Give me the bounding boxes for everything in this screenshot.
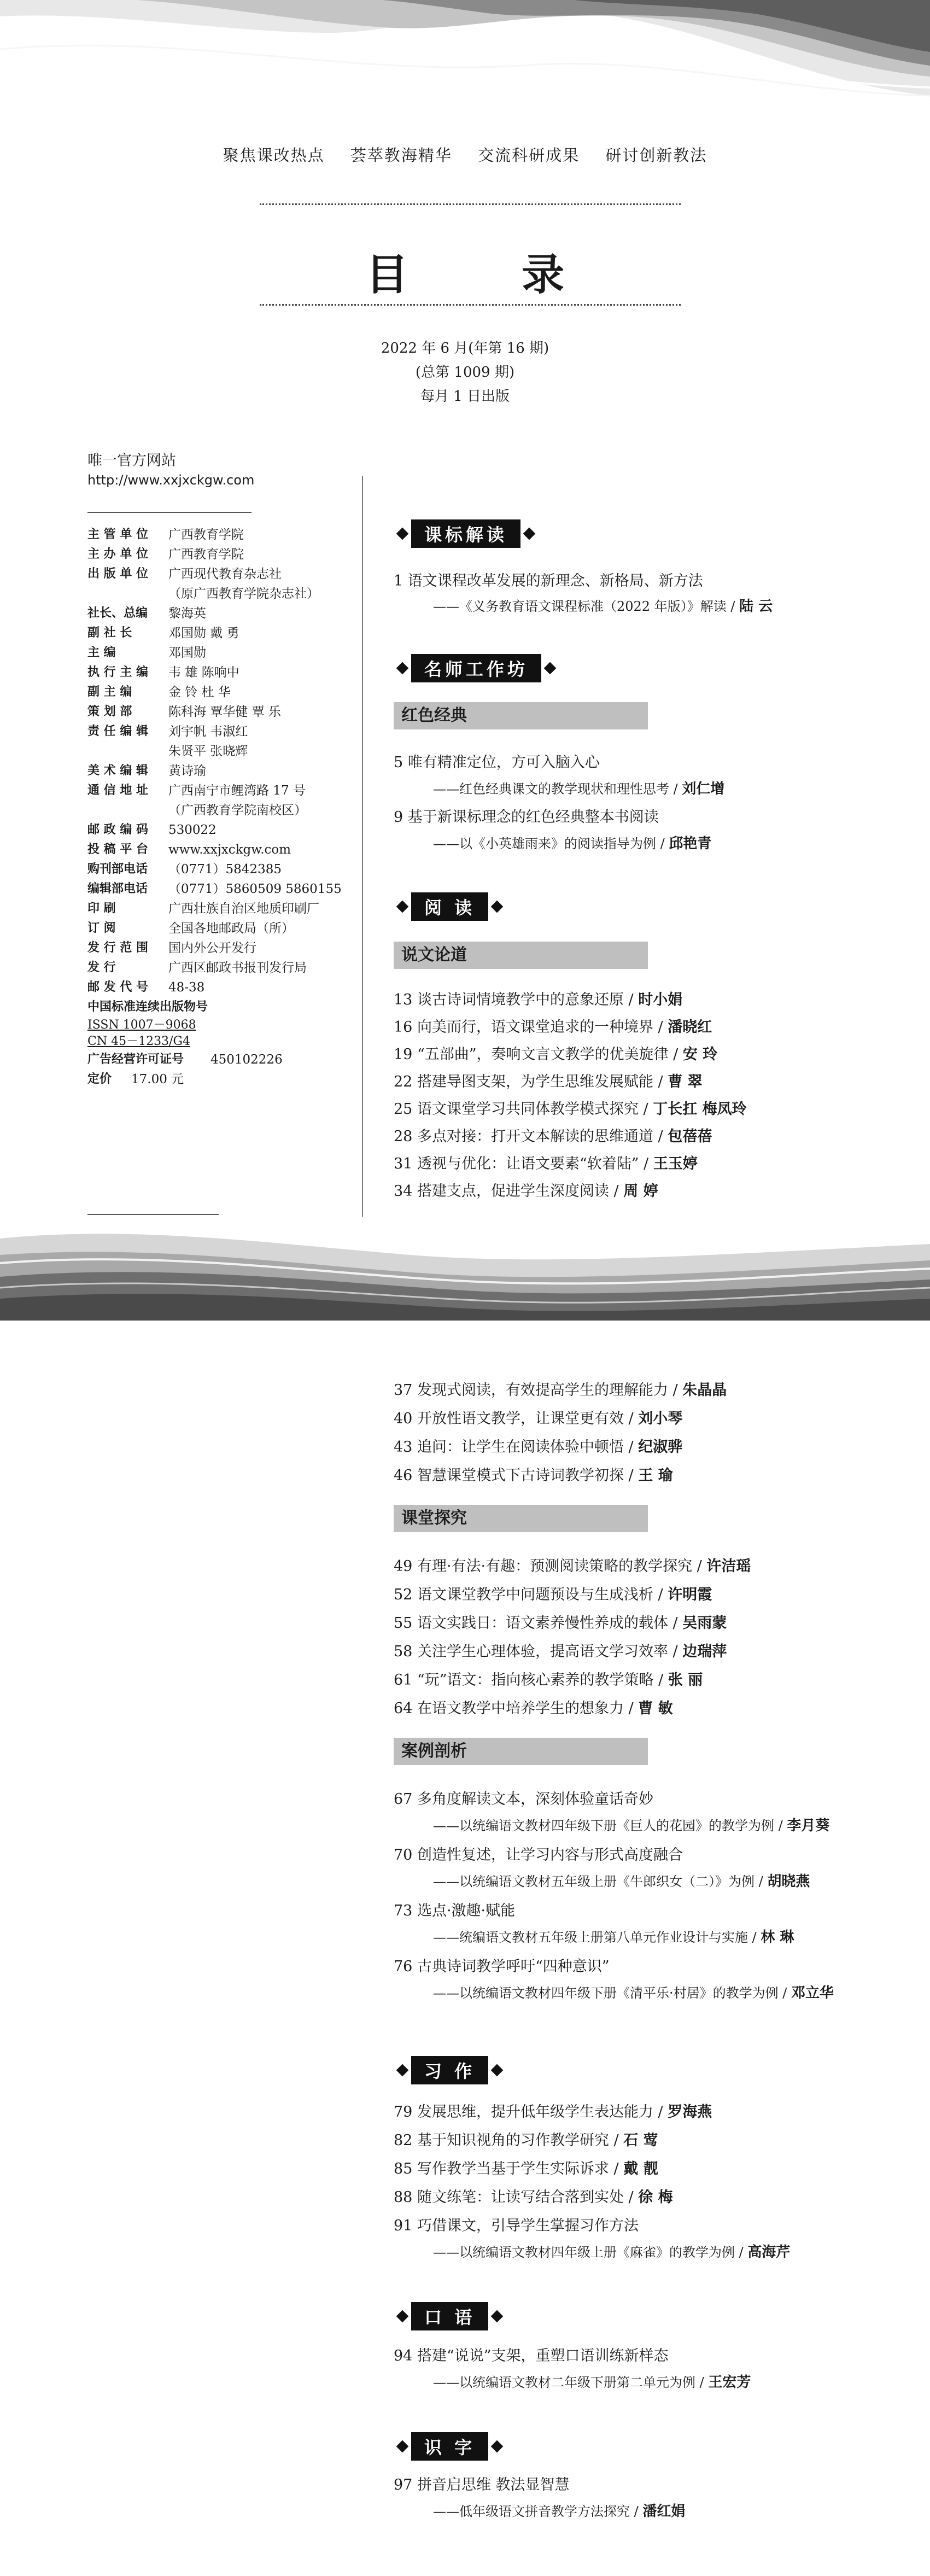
article-5[interactable]: 5 唯有精准定位，方可入脑入心 [394, 754, 600, 771]
price-label: 定价 [87, 1072, 112, 1086]
article-82[interactable]: 82 基于知识视角的习作教学研究 / 石 莺 [394, 2132, 658, 2149]
article-67-sub: ——以统编语文教材四年级下册《巨人的花园》的教学为例 / 李月葵 [433, 1818, 830, 1834]
info-value: www.xxjxckgw.com [168, 843, 291, 857]
info-value: 刘宇帆 韦淑红 [168, 725, 248, 739]
article-97[interactable]: 97 拼音启思维 教法显智慧 [394, 2476, 570, 2493]
slogan-row [0, 143, 930, 166]
info-label: 主 办 单 位 [87, 547, 148, 561]
info-row [87, 525, 361, 545]
diamond-icon [396, 901, 409, 913]
article-70-sub: ——以统编语文教材五年级上册《牛郎织女（二）》为例 / 胡晓燕 [433, 1873, 810, 1890]
article-73-sub: ——统编语文教材五年级上册第八单元作业设计与实施 / 林 琳 [433, 1929, 794, 1946]
info-value: 邓国勋 [168, 646, 206, 660]
info-row [87, 545, 361, 564]
site-url[interactable]: http://www.xxjxckgw.com [87, 472, 255, 488]
article-22[interactable]: 22 搭建导图支架，为学生思维发展赋能 / 曹 翠 [394, 1073, 703, 1090]
info-row [87, 682, 361, 702]
page-title: 目 录 [365, 250, 614, 300]
subsection-anli: 案例剖析 [394, 1738, 648, 1765]
dotted-divider-top [260, 203, 681, 205]
article-76[interactable]: 76 古典诗词教学呼吁“四种意识” [394, 1958, 610, 1975]
info-value: 广西南宁市鲤湾路 17 号 [168, 784, 306, 798]
info-value: 韦 雄 陈响中 [168, 665, 239, 680]
issue-date: 2022 年 6 月(年第 16 期) [381, 340, 549, 357]
dotted-divider-bottom [260, 304, 681, 306]
article-43[interactable]: 43 追问：让学生在阅读体验中顿悟 / 纪淑骅 [394, 1439, 683, 1456]
slogan-4: 研讨创新教法 [605, 146, 707, 165]
info-value: 广西区邮政书报刊发行局 [168, 961, 307, 975]
info-label: 订 阅 [87, 921, 116, 935]
article-31[interactable]: 31 透视与优化：让语文要素“软着陆” / 王玉婷 [394, 1155, 698, 1172]
section-kebiao [394, 519, 538, 548]
diamond-icon [491, 901, 504, 913]
info-row [87, 919, 361, 938]
info-label: 主 管 单 位 [87, 528, 148, 541]
info-value: （广西教育学院南校区） [168, 803, 307, 817]
info-value: 陈科海 覃华健 覃 乐 [168, 705, 281, 719]
section-shizi [394, 2432, 506, 2461]
info-value: 48-38 [168, 980, 205, 995]
info-label: 出 版 单 位 [87, 567, 148, 581]
info-value: （原广西教育学院杂志社） [168, 587, 319, 601]
info-value: 广西教育学院 [168, 528, 244, 542]
section-label: 识 字 [411, 2432, 488, 2461]
article-25[interactable]: 25 语文课堂学习共同体教学模式探究 / 丁长扛 梅凤玲 [394, 1101, 747, 1118]
column-divider [362, 476, 363, 1217]
info-label: 编辑部电话 [87, 882, 148, 896]
info-label [87, 584, 168, 604]
section-label: 课标解读 [411, 519, 520, 548]
article-1-sub: ——《义务教育语文课程标准（2022 年版）》解读 / 陆 云 [433, 598, 773, 615]
info-row [87, 761, 361, 781]
publication-info [87, 525, 361, 1089]
info-row [87, 860, 361, 879]
article-94[interactable]: 94 搭建“说说”支架，重塑口语训练新样态 [394, 2347, 669, 2364]
info-row [87, 938, 361, 958]
article-67[interactable]: 67 多角度解读文本，深刻体验童话奇妙 [394, 1791, 653, 1808]
info-value: 金 铃 杜 华 [168, 685, 231, 699]
issue-total: (总第 1009 期) [416, 364, 514, 381]
info-row [87, 820, 361, 840]
info-row [87, 702, 361, 722]
article-9-sub: ——以《小英雄雨来》的阅读指导为例 / 邱艳青 [433, 836, 712, 852]
info-label: 邮 政 编 码 [87, 823, 148, 837]
subsection-shuowen: 说文论道 [394, 942, 648, 969]
info-label: 发 行 [87, 961, 116, 974]
article-76-sub: ——以统编语文教材四年级下册《清平乐·村居》的教学为例 / 邓立华 [433, 1985, 834, 2001]
article-9[interactable]: 9 基于新课标理念的红色经典整本书阅读 [394, 809, 659, 826]
info-row [87, 604, 361, 623]
info-label: 责 任 编 辑 [87, 725, 148, 738]
article-34[interactable]: 34 搭建支点，促进学生深度阅读 / 周 婷 [394, 1183, 658, 1200]
info-label: 副 主 编 [87, 685, 132, 699]
isbn-heading: 中国标准连续出版物号 [87, 1000, 208, 1014]
info-value: （0771）5860509 5860155 [168, 882, 342, 896]
diamond-icon [491, 2440, 504, 2453]
info-row [87, 584, 361, 604]
article-70[interactable]: 70 创造性复述，让学习内容与形式高度融合 [394, 1847, 683, 1864]
article-46[interactable]: 46 智慧课堂模式下古诗词教学初探 / 王 瑜 [394, 1467, 673, 1484]
article-19[interactable]: 19 “五部曲”，奏响文言文教学的优美旋律 / 安 玲 [394, 1046, 718, 1063]
info-row [87, 879, 361, 899]
info-label: 通 信 地 址 [87, 784, 148, 797]
info-row [87, 978, 361, 997]
article-97-sub: ——低年级语文拼音教学方法探究 / 潘红娟 [433, 2503, 686, 2520]
ad-value: 450102226 [210, 1053, 283, 1067]
issue-schedule: 每月 1 日出版 [420, 388, 510, 405]
info-value: 广西现代教育杂志社 [168, 567, 282, 581]
info-row [87, 564, 361, 584]
subsection-hongse: 红色经典 [394, 702, 648, 729]
info-row [87, 741, 361, 761]
diamond-icon [396, 528, 409, 540]
info-label: 美 术 编 辑 [87, 764, 148, 778]
diamond-icon [544, 662, 557, 675]
info-label: 邮 发 代 号 [87, 980, 148, 994]
article-37[interactable]: 37 发现式阅读，有效提高学生的理解能力 / 朱晶晶 [394, 1382, 727, 1399]
diamond-icon [396, 2064, 409, 2077]
ad-label: 广告经营许可证号 [87, 1053, 184, 1066]
cn-number: CN 45－1233/G4 [87, 1035, 191, 1048]
site-label: 唯一官方网站 [87, 452, 176, 469]
info-label [87, 801, 168, 820]
info-row [87, 722, 361, 741]
sidebar-rule-bottom [87, 1214, 219, 1215]
slogan-3: 交流科研成果 [478, 146, 580, 165]
info-value: （0771）5842385 [168, 862, 282, 877]
info-label: 策 划 部 [87, 705, 132, 719]
info-label [87, 741, 168, 761]
info-value: 邓国勋 戴 勇 [168, 626, 239, 640]
diamond-icon [396, 662, 409, 675]
info-row [87, 958, 361, 978]
sidebar-rule-top [87, 512, 251, 513]
article-40[interactable]: 40 开放性语文教学，让课堂更有效 / 刘小琴 [394, 1410, 683, 1427]
article-28[interactable]: 28 多点对接：打开文本解读的思维通道 / 包蓓蓓 [394, 1128, 712, 1145]
diamond-icon [396, 2440, 409, 2453]
info-label: 印 刷 [87, 902, 116, 915]
info-value: 广西壮族自治区地质印刷厂 [168, 902, 319, 916]
price-value: 17.00 元 [131, 1072, 184, 1087]
section-label: 名师工作坊 [411, 654, 541, 682]
info-row [87, 781, 361, 801]
slogan-1: 聚焦课改热点 [223, 146, 325, 165]
info-value: 黄诗瑜 [168, 764, 206, 778]
info-row [87, 1050, 361, 1070]
article-1[interactable]: 1 语文课程改革发展的新理念、新格局、新方法 [394, 573, 703, 589]
info-label: 执 行 主 编 [87, 665, 148, 679]
issn-number: ISSN 1007－9068 [87, 1018, 196, 1032]
top-wave-decoration [0, 0, 930, 98]
article-16[interactable]: 16 向美而行，语文课堂追求的一种境界 / 潘晓红 [394, 1019, 712, 1036]
info-row [87, 623, 361, 643]
info-label: 副 社 长 [87, 626, 132, 640]
section-label: 习 作 [411, 2056, 488, 2084]
diamond-icon [396, 2310, 409, 2323]
info-label: 投 稿 平 台 [87, 843, 148, 856]
info-value: 黎海英 [168, 606, 206, 621]
diamond-icon [523, 528, 536, 540]
info-row [87, 899, 361, 919]
info-row [87, 840, 361, 860]
info-row [87, 801, 361, 820]
article-61[interactable]: 61 “玩”语文：指向核心素养的教学策略 / 张 丽 [394, 1672, 703, 1689]
info-row [87, 663, 361, 682]
article-91-sub: ——以统编语文教材四年级上册《麻雀》的教学为例 / 高海芹 [433, 2244, 791, 2260]
article-79[interactable]: 79 发展思维，提升低年级学生表达能力 / 罗海燕 [394, 2104, 712, 2121]
diamond-icon [491, 2310, 504, 2323]
section-kouyu [394, 2302, 506, 2330]
section-mingshi [394, 654, 559, 682]
article-58[interactable]: 58 关注学生心理体验，提高语文学习效率 / 边瑞萍 [394, 1643, 727, 1660]
info-value: 全国各地邮政局（所） [168, 921, 294, 936]
article-55[interactable]: 55 语文实践日：语文素养慢性养成的载体 / 吴雨蒙 [394, 1615, 727, 1632]
info-label: 社长、总编 [87, 606, 148, 620]
info-label: 主 编 [87, 646, 116, 659]
article-5-sub: ——红色经典课文的教学现状和理性思考 / 刘仁增 [433, 781, 725, 797]
info-value: 朱贤平 张晓辉 [168, 744, 248, 758]
info-value: 国内外公开发行 [168, 941, 256, 955]
info-row [87, 1070, 361, 1089]
article-49[interactable]: 49 有理·有法·有趣：预测阅读策略的教学探究 / 许洁瑶 [394, 1558, 751, 1575]
section-label: 口 语 [411, 2302, 488, 2330]
diamond-icon [491, 2064, 504, 2077]
article-52[interactable]: 52 语文课堂教学中问题预设与生成浅析 / 许明霞 [394, 1586, 712, 1603]
subsection-ketang: 课堂探究 [394, 1505, 648, 1532]
section-label: 阅 读 [411, 892, 488, 921]
info-value: 广西教育学院 [168, 547, 244, 562]
article-85[interactable]: 85 写作教学当基于学生实际诉求 / 戴 靓 [394, 2160, 658, 2177]
article-13[interactable]: 13 谈古诗词情境教学中的意象还原 / 时小娟 [394, 991, 683, 1008]
section-xizuo [394, 2056, 506, 2084]
info-label: 发 行 范 围 [87, 941, 148, 955]
article-88[interactable]: 88 随文练笔：让读写结合落到实处 / 徐 梅 [394, 2189, 673, 2206]
slogan-2: 荟萃教海精华 [350, 146, 452, 165]
article-91[interactable]: 91 巧借课文，引导学生掌握习作方法 [394, 2217, 639, 2234]
article-64[interactable]: 64 在语文教学中培养学生的想象力 / 曹 敏 [394, 1700, 673, 1717]
section-yuedu [394, 892, 506, 921]
info-value: 530022 [168, 823, 217, 837]
middle-wave-decoration [0, 1222, 930, 1321]
info-row [87, 643, 361, 663]
article-73[interactable]: 73 选点·激趣·赋能 [394, 1902, 516, 1919]
info-label: 购刊部电话 [87, 862, 148, 876]
article-94-sub: ——以统编语文教材二年级下册第二单元为例 / 王宏芳 [433, 2374, 751, 2391]
